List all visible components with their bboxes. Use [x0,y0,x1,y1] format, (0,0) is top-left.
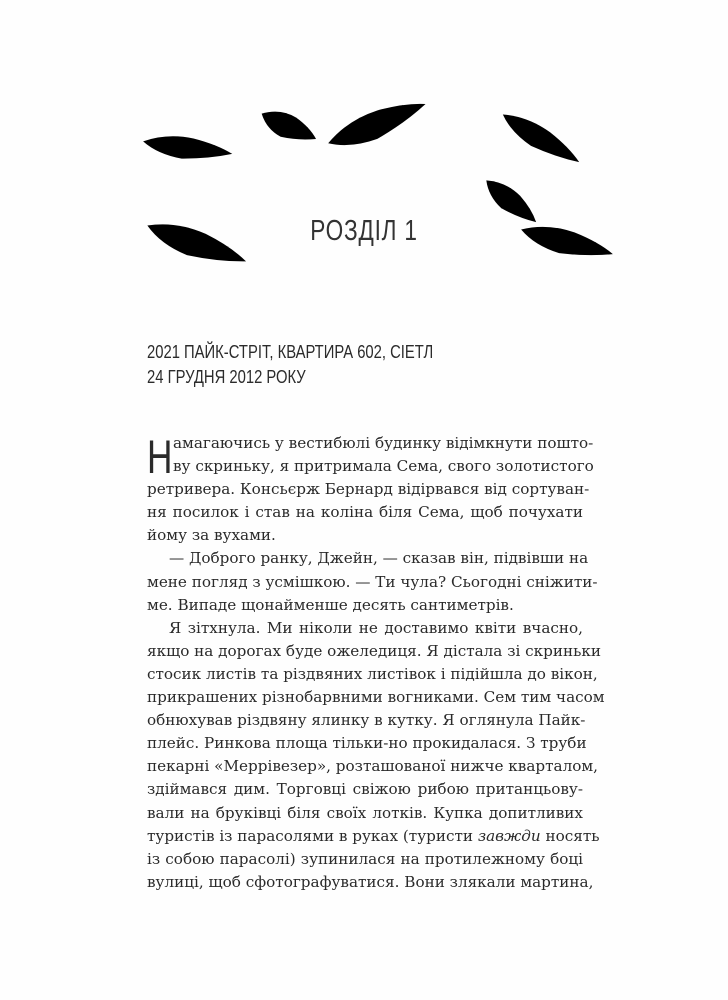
leaf-icon [256,103,321,150]
leaf-icon [497,106,585,172]
text-line: Я зітхнула. Ми ніколи не доставимо квіти вчасно, [169,618,583,637]
leaves-illustration [0,0,728,300]
text-line: ву скриньку, я притримала Сема, свого золотистого [173,457,594,476]
drop-cap: Н [147,430,173,483]
chapter-title: РОЗДІЛ 1 [310,215,418,248]
leaf-icon [324,92,431,156]
text-line: вали на бруківці біля своїх лотків. Купка допитливих [147,803,583,822]
text-line: мене погляд з усмішкою. — Ти чула? Сьогодні сніжити- [147,572,598,591]
text-line: ме. Випаде щонайменше десять сантиметрів. [147,595,514,614]
text-line: якщо на дорогах буде ожеледиця. Я дістала зі скриньки [147,641,602,660]
text-line: пекарні «Меррівезер», розташованої нижче кварталом, [147,757,599,776]
chapter-body [147,430,605,894]
text-line: із собою парасолі) зупинилася на протилежному боці [147,849,583,868]
text-line: здіймався дим. Торговці свіжою рибою пританцьову- [147,780,583,799]
text-line: прикрашених різнобарвними вогниками. Сем тим часом [147,688,605,707]
place-date: 24 ГРУДНЯ 2012 РОКУ [147,366,306,387]
text-line: ня посилок і став на коліна біля Сема, щоб почухати [147,503,583,522]
text-line: ретривера. Консьєрж Бернард відірвався від сортуван- [147,480,590,499]
text-line: амагаючись у вестибюлі будинку відімкнути пошто- [173,434,594,452]
text-line: обнюхував різдвяну ялинку в кутку. Я оглянула Пайк- [147,711,586,730]
place-address: 2021 ПАЙК-СТРІТ, КВАРТИРА 602, СІЕТЛ [147,341,434,362]
text-segment: носять [540,826,600,845]
emphasis-text: завжди [477,826,541,845]
text-line: вулиці, щоб сфотографуватися. Вони злякали мартина, [147,872,594,891]
leaf-icon [141,131,233,165]
text-line: — Доброго ранку, Джейн, — сказав він, підвівши на [169,549,589,568]
text-line: стосик листів та різдвяних листівок і підійшла до вікон, [147,664,598,683]
text-line [147,825,600,848]
text-line: йому за вухами. [147,526,276,545]
text-line: плейс. Ринкова площа тільки-но прокидалася. З труби [147,734,587,753]
text-segment: туристів із парасолями в руках (туристи [147,826,478,845]
